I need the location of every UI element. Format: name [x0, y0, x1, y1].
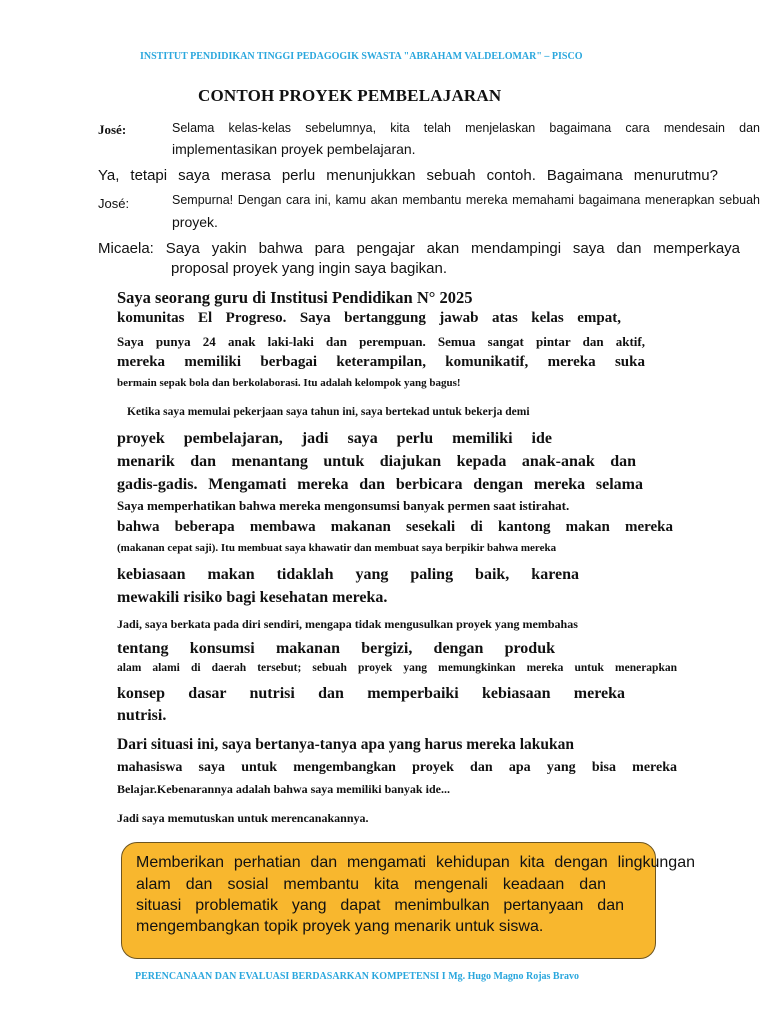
narrative-line: mewakili risiko bagi kesehatan mereka. [117, 589, 388, 606]
narrative-line: Dari situasi ini, saya bertanya-tanya apa yang harus mereka lakukan [117, 736, 575, 753]
page-title: CONTOH PROYEK PEMBELAJARAN [198, 86, 502, 105]
document-footer: PERENCANAAN DAN EVALUASI BERDASARKAN KOMPETENSI I Mg. Hugo Magno Rojas Bravo [135, 971, 580, 982]
narrative-line: Jadi saya memutuskan untuk merencanakannya. [117, 811, 369, 825]
narrative-line: komunitas El Progreso. Saya bertanggung jawab atas kelas empat, [117, 310, 621, 326]
dialogue-line: Sempurna! Dengan cara ini, kamu akan membantu mereka memahami bagaimana menerapkan sebuah [172, 193, 760, 207]
narrative-line: konsep dasar nutrisi dan memperbaiki kebiasaan mereka [117, 685, 625, 702]
narrative-line: Saya punya 24 anak laki-laki dan perempuan. Semua sangat pintar dan aktif, [117, 334, 645, 349]
narrative-line: (makanan cepat saji). Itu membuat saya khawatir dan membuat saya berpikir bahwa mereka [117, 542, 557, 554]
document-header: INSTITUT PENDIDIKAN TINGGI PEDAGOGIK SWASTA "ABRAHAM VALDELOMAR" – PISCO [140, 51, 583, 62]
callout-line: Memberikan perhatian dan mengamati kehidupan kita dengan lingkungan [136, 854, 695, 871]
narrative-line: Saya memperhatikan bahwa mereka mengonsumsi banyak permen saat istirahat. [117, 498, 570, 513]
narrative-line: kebiasaan makan tidaklah yang paling baik, karena [117, 566, 579, 583]
narrative-line: gadis-gadis. Mengamati mereka dan berbicara dengan mereka selama [117, 476, 643, 493]
narrative-line: mereka memiliki berbagai keterampilan, komunikatif, mereka suka [117, 354, 645, 370]
dialogue-line-micaela: Ya, tetapi saya merasa perlu menunjukkan sebuah contoh. Bagaimana menurutmu? [98, 167, 718, 184]
dialogue-line: implementasikan proyek pembelajaran. [172, 141, 416, 157]
narrative-line: bermain sepak bola dan berkolaborasi. Itu adalah kelompok yang bagus! [117, 377, 461, 389]
dialogue-line-micaela: Micaela: Saya yakin bahwa para pengajar akan mendampingi saya dan memperkaya [98, 240, 740, 257]
narrative-line: menarik dan menantang untuk diajukan kepada anak-anak dan [117, 453, 636, 470]
callout-line: alam dan sosial membantu kita mengenali keadaan dan [136, 876, 606, 893]
narrative-line: bahwa beberapa membawa makanan sesekali di kantong makan mereka [117, 519, 673, 535]
speaker-jose: José: [98, 196, 130, 211]
narrative-line: alam alami di daerah tersebut; sebuah proyek yang memungkinkan mereka untuk menerapkan [117, 662, 677, 674]
speaker-jose: José: [98, 122, 127, 137]
narrative-line: nutrisi. [117, 707, 167, 724]
narrative-line: proyek pembelajaran, jadi saya perlu memiliki ide [117, 430, 552, 447]
dialogue-line: proposal proyek yang ingin saya bagikan. [171, 260, 448, 277]
narrative-line: Jadi, saya berkata pada diri sendiri, mengapa tidak mengusulkan proyek yang membahas [117, 617, 578, 631]
dialogue-line: Selama kelas-kelas sebelumnya, kita telah menjelaskan bagaimana cara mendesain dan [172, 121, 760, 135]
narrative-line: Ketika saya memulai pekerjaan saya tahun ini, saya bertekad untuk bekerja demi [127, 406, 530, 418]
narrative-line: Belajar.Kebenarannya adalah bahwa saya memiliki banyak ide... [117, 782, 450, 796]
callout-line: mengembangkan topik proyek yang menarik untuk siswa. [136, 918, 544, 935]
dialogue-line: proyek. [172, 214, 218, 230]
narrative-line: mahasiswa saya untuk mengembangkan proyek dan apa yang bisa mereka [117, 760, 677, 775]
narrative-line: tentang konsumsi makanan bergizi, dengan produk [117, 640, 555, 657]
narrative-line: Saya seorang guru di Institusi Pendidikan N° 2025 [117, 288, 473, 307]
callout-line: situasi problematik yang dapat menimbulkan pertanyaan dan [136, 897, 624, 914]
